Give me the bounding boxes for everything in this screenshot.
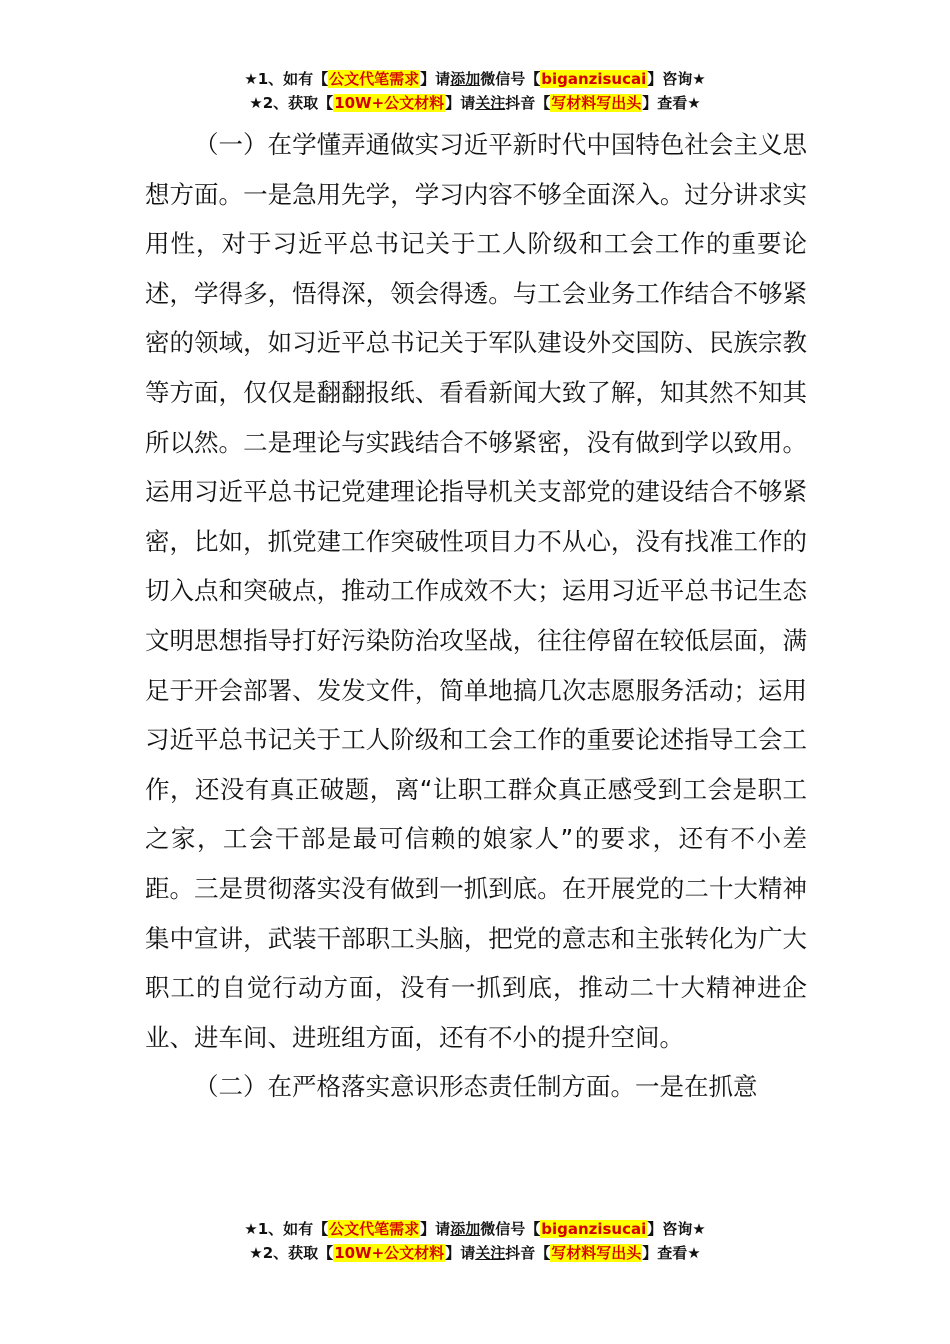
banner-text: 微信号【 (480, 1220, 541, 1238)
highlight-materials: 10W+公文材料 (334, 94, 445, 112)
banner-text: ★1、如有【 (244, 1220, 329, 1238)
banner-emphasis: 添加 (450, 70, 481, 88)
banner-text: 】请 (445, 94, 476, 112)
highlight-douyin: 写材料写出头 (551, 94, 642, 112)
highlight-wechat-id: biganzisucai (541, 70, 647, 88)
banner-line-1 (0, 1217, 950, 1241)
banner-text: 微信号【 (480, 70, 541, 88)
banner-text: 】请 (420, 70, 451, 88)
banner-line-1 (0, 67, 950, 91)
highlight-service: 公文代笔需求 (329, 70, 420, 88)
banner-emphasis: 添加 (450, 1220, 481, 1238)
banner-line-2 (0, 1241, 950, 1265)
highlight-wechat-id: biganzisucai (541, 1220, 647, 1238)
banner-text: 】请 (445, 1244, 476, 1262)
paragraph-2: （二）在严格落实意识形态责任制方面。一是在抓意 (194, 1072, 758, 1102)
highlight-service: 公文代笔需求 (329, 1220, 420, 1238)
highlight-douyin: 写材料写出头 (551, 1244, 642, 1262)
banner-text: 】查看★ (642, 94, 701, 112)
banner-text: 】请 (420, 1220, 451, 1238)
banner-text: 】咨询★ (647, 1220, 706, 1238)
banner-text: ★2、获取【 (249, 94, 334, 112)
banner-text: 抖音【 (505, 94, 551, 112)
banner-text: 抖音【 (505, 1244, 551, 1262)
paragraph-1: （一）在学懂弄通做实习近平新时代中国特色社会主义思想方面。一是急用先学，学习内容不够全面深入。过分讲求实用性，对于习近平总书记关于工人阶级和工会工作的重要论述，学得多，悟得深，领会得透。与工会业务工作结合不够紧密的领域，如习近平总书记关于军队建设外交国防、民族宗教等方面，仅仅是翻翻报纸、看看新闻大致了解，知其然不知其所以然。二是理论与实践结合不够紧密，没有做到学以致用。运用习近平总书记党建理论指导机关支部党的建设结合不够紧密，比如，抓党建工作突破性项目力不从心，没有找准工作的切入点和突破点，推动工作成效不大；运用习近平总书记生态文明思想指导打好污染防治攻坚战，往往停留在较低层面，满足于开会部署、发发文件，简单地搞几次志愿服务活动；运用习近平总书记关于工人阶级和工会工作的重要论述指导工会工作，还没有真正破题，离“让职工群众真正感受到工会是职工之家，工会干部是最可信赖的娘家人”的要求，还有不小差距。三是贯彻落实没有做到一抓到底。在开展党的二十大精神集中宣讲，武装干部职工头脑，把党的意志和主张转化为广大职工的自觉行动方面，没有一抓到底，推动二十大精神进企业、进车间、进班组方面，还有不小的提升空间。 (145, 130, 807, 1052)
footer-banner (0, 1217, 950, 1265)
banner-text: 】查看★ (642, 1244, 701, 1262)
banner-text: 】咨询★ (647, 70, 706, 88)
banner-emphasis: 关注 (475, 94, 506, 112)
banner-text: ★2、获取【 (249, 1244, 334, 1262)
highlight-materials: 10W+公文材料 (334, 1244, 445, 1262)
banner-text: ★1、如有【 (244, 70, 329, 88)
document-body (145, 120, 807, 1112)
header-banner (0, 67, 950, 115)
banner-line-2 (0, 91, 950, 115)
banner-emphasis: 关注 (475, 1244, 506, 1262)
